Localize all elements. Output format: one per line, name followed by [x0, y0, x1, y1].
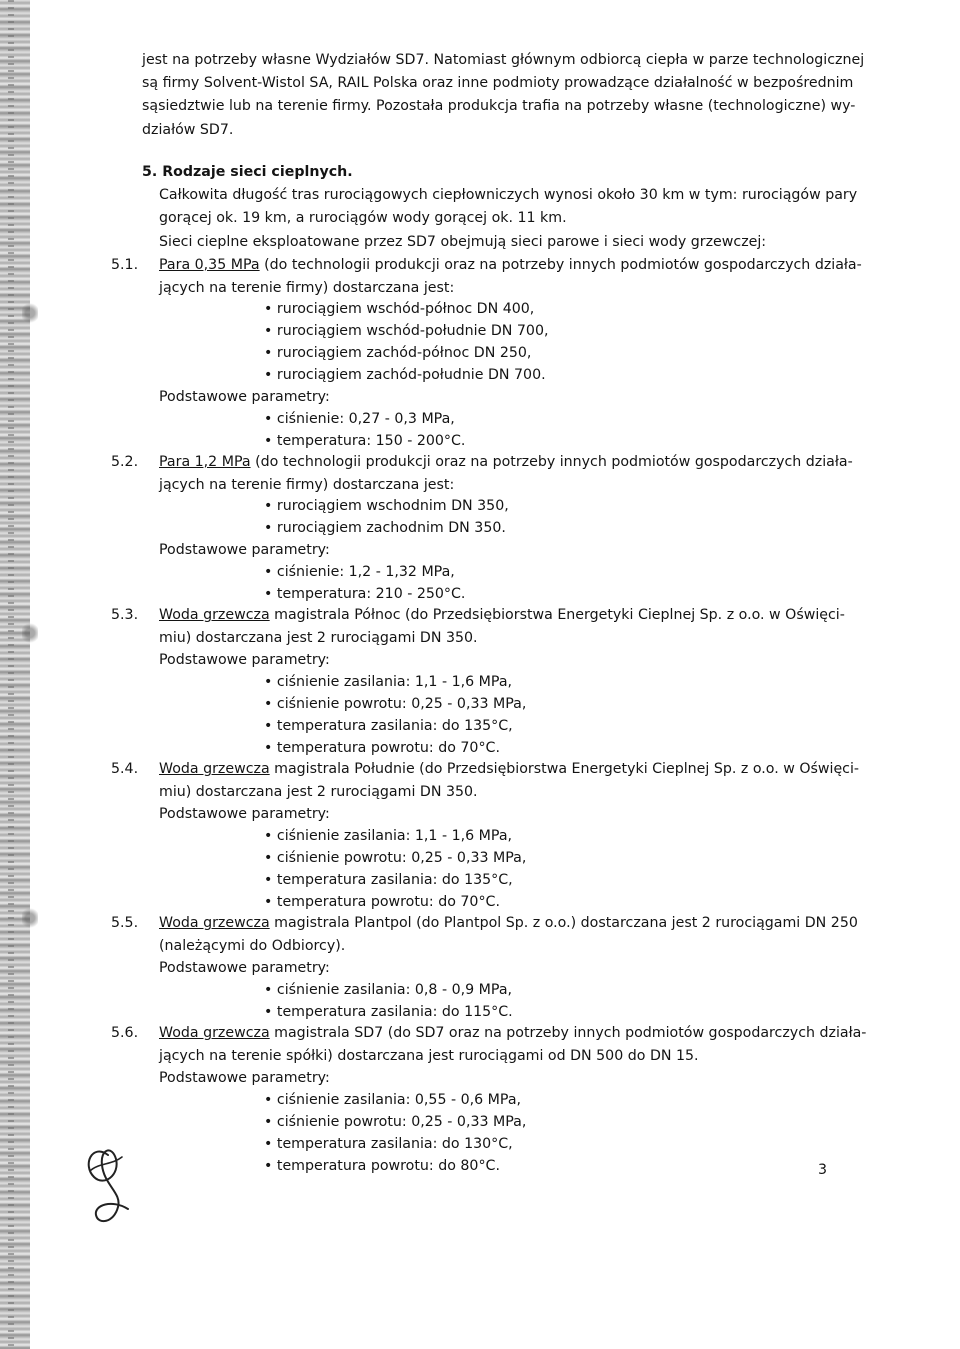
subsection-title: Para 1,2 MPa: [159, 454, 251, 470]
subsection-text: magistrala SD7 (do SD7 oraz na potrzeby innych podmiotów gospodarczych działa-: [269, 1025, 867, 1041]
subsection-line: jących na terenie firmy) dostarczana jest:: [159, 280, 455, 296]
subsection-text: magistrala Plantpol (do Plantpol Sp. z o.o.) dostarczana jest 2 rurociągami DN 250: [269, 915, 858, 931]
param-item: • temperatura: 210 - 250°C.: [264, 584, 465, 605]
param-item: • ciśnienie powrotu: 0,25 - 0,33 MPa,: [264, 694, 526, 715]
param-item: • ciśnienie zasilania: 1,1 - 1,6 MPa,: [264, 672, 512, 693]
subsection-text: magistrala Południe (do Przedsiębiorstwa Energetyki Cieplnej Sp. z o.o. w Oświęci-: [269, 761, 860, 777]
subsection-number: 5.4.: [111, 761, 139, 777]
subsection-line: [159, 913, 858, 934]
pipe-item: • rurociągiem zachód-południe DN 700.: [264, 365, 546, 386]
subsection-number: 5.2.: [111, 454, 139, 470]
subsection-line: [159, 759, 859, 780]
section-paragraph: gorącej ok. 19 km, a rurociągów wody gorącej ok. 11 km.: [159, 210, 567, 226]
param-item: • ciśnienie powrotu: 0,25 - 0,33 MPa,: [264, 1112, 526, 1133]
param-item: • ciśnienie zasilania: 1,1 - 1,6 MPa,: [264, 826, 512, 847]
pipe-item: • rurociągiem zachodnim DN 350.: [264, 518, 506, 539]
subsection-number: 5.5.: [111, 915, 139, 931]
subsection-line: [159, 452, 853, 473]
section-paragraph: Sieci cieplne eksploatowane przez SD7 obejmują sieci parowe i sieci wody grzewczej:: [159, 234, 767, 250]
param-item: • temperatura zasilania: do 135°C,: [264, 870, 513, 891]
subsection-text: (do technologii produkcji oraz na potrzeby innych podmiotów gospodarczych działa-: [259, 257, 862, 273]
intro-line: jest na potrzeby własne Wydziałów SD7. Natomiast głównym odbiorcą ciepła w parze technologicznej: [142, 52, 865, 68]
section-heading: 5. Rodzaje sieci cieplnych.: [142, 164, 353, 180]
subsection-title: Woda grzewcza: [159, 915, 270, 931]
subsection-line: miu) dostarczana jest 2 rurociągami DN 350.: [159, 784, 478, 800]
params-label: Podstawowe parametry:: [159, 652, 330, 668]
params-label: Podstawowe parametry:: [159, 542, 330, 558]
handwritten-signature: [78, 1135, 148, 1230]
intro-line: działów SD7.: [142, 122, 234, 138]
param-item: • temperatura zasilania: do 115°C.: [264, 1002, 513, 1023]
intro-line: są firmy Solvent-Wistol SA, RAIL Polska oraz inne podmioty prowadzące działalność w bezpośrednim: [142, 75, 854, 91]
section-paragraph: Całkowita długość tras rurociągowych ciepłowniczych wynosi około 30 km w tym: rurociągów pary: [159, 187, 858, 203]
subsection-line: jących na terenie firmy) dostarczana jest:: [159, 477, 455, 493]
subsection-title: Para 0,35 MPa: [159, 257, 260, 273]
param-item: • temperatura zasilania: do 130°C,: [264, 1134, 513, 1155]
subsection-number: 5.6.: [111, 1025, 139, 1041]
subsection-title: Woda grzewcza: [159, 1025, 270, 1041]
subsection-text: magistrala Północ (do Przedsiębiorstwa Energetyki Cieplnej Sp. z o.o. w Oświęci-: [269, 607, 845, 623]
param-item: • ciśnienie zasilania: 0,8 - 0,9 MPa,: [264, 980, 512, 1001]
subsection-line: jących na terenie spółki) dostarczana jest rurociągami od DN 500 do DN 15.: [159, 1048, 699, 1064]
pipe-item: • rurociągiem zachód-północ DN 250,: [264, 343, 531, 364]
subsection-title: Woda grzewcza: [159, 607, 270, 623]
subsection-number: 5.3.: [111, 607, 139, 623]
param-item: • ciśnienie powrotu: 0,25 - 0,33 MPa,: [264, 848, 526, 869]
subsection-title: Woda grzewcza: [159, 761, 270, 777]
pipe-item: • rurociągiem wschodnim DN 350,: [264, 496, 509, 517]
pipe-item: • rurociągiem wschód-północ DN 400,: [264, 299, 534, 320]
params-label: Podstawowe parametry:: [159, 389, 330, 405]
params-label: Podstawowe parametry:: [159, 960, 330, 976]
param-item: • ciśnienie: 1,2 - 1,32 MPa,: [264, 562, 455, 583]
subsection-text: (do technologii produkcji oraz na potrzeby innych podmiotów gospodarczych działa-: [250, 454, 853, 470]
params-label: Podstawowe parametry:: [159, 806, 330, 822]
param-item: • temperatura powrotu: do 80°C.: [264, 1156, 500, 1177]
intro-line: sąsiedztwie lub na terenie firmy. Pozostała produkcja trafia na potrzeby własne (technologiczne) wy-: [142, 98, 856, 114]
subsection-line: [159, 255, 862, 276]
subsection-number: 5.1.: [111, 257, 139, 273]
pipe-item: • rurociągiem wschód-południe DN 700,: [264, 321, 548, 342]
param-item: • temperatura zasilania: do 135°C,: [264, 716, 513, 737]
subsection-line: [159, 1023, 866, 1044]
subsection-line: [159, 605, 845, 626]
subsection-line: (należącymi do Odbiorcy).: [159, 938, 346, 954]
param-item: • temperatura: 150 - 200°C.: [264, 431, 465, 452]
param-item: • temperatura powrotu: do 70°C.: [264, 738, 500, 759]
subsection-line: miu) dostarczana jest 2 rurociągami DN 350.: [159, 630, 478, 646]
param-item: • ciśnienie: 0,27 - 0,3 MPa,: [264, 409, 455, 430]
param-item: • temperatura powrotu: do 70°C.: [264, 892, 500, 913]
param-item: • ciśnienie zasilania: 0,55 - 0,6 MPa,: [264, 1090, 521, 1111]
params-label: Podstawowe parametry:: [159, 1070, 330, 1086]
page-number: 3: [818, 1162, 828, 1178]
